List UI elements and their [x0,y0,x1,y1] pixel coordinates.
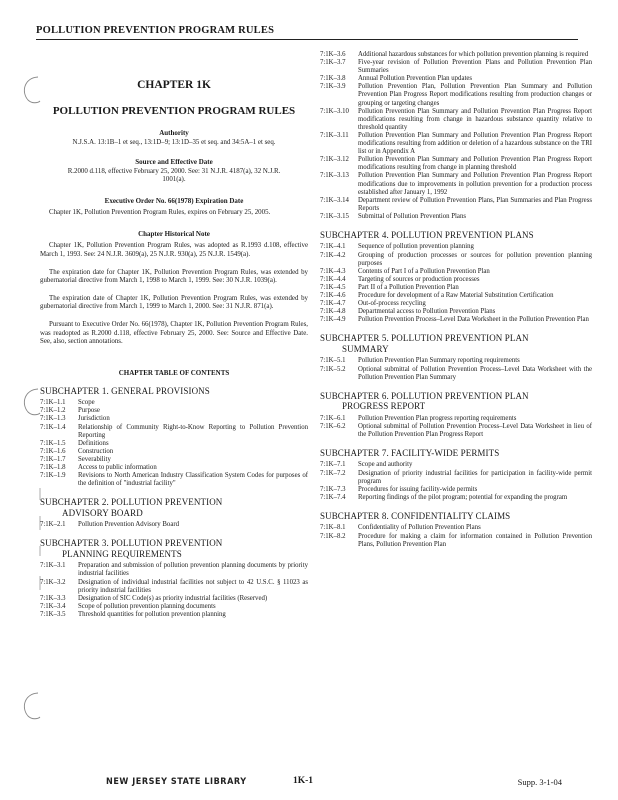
toc-entry[interactable]: 7:1K–1.1 Scope [40,399,95,407]
expiration-heading: Executive Order No. 66(1978) Expiration Date [104,196,244,205]
toc-entry[interactable]: 7:1K–1.6 Construction [40,447,114,455]
toc-entry[interactable]: 7:1K–3.8 Annual Pollution Prevention Plan updates [320,75,473,83]
toc-entry[interactable]: 7:1K–3.1 Preparation and submission of pollution prevention planning documents by priority industrial facilities [40,562,308,578]
toc-entry[interactable]: 7:1K–3.5 Threshold quantities for pollution prevention planning [40,610,226,618]
toc-entry[interactable]: 7:1K–1.2 Purpose [40,407,100,415]
subchapter-5-list [320,357,592,381]
page-number: 1K-1 [293,776,314,786]
toc-entry[interactable]: 7:1K–2.1 Pollution Prevention Advisory Board [40,521,180,529]
toc-entry[interactable]: 7:1K–7.3 Procedures for issuing facility-wide permits [320,485,478,493]
source-text: R.2000 d.118, effective February 25, 2000. See: 31 N.J.R. 4187(a), 32 N.J.R. 1001(a). [67,167,281,184]
toc-entry[interactable]: 7:1K–4.7 Out-of-process recycling [320,300,426,308]
toc-entry[interactable]: 7:1K–7.2 Designation of priority industrial facilities for participation in facility-wide permit program [320,469,592,485]
toc-entry[interactable]: 7:1K–3.11 Pollution Prevention Plan Summary and Pollution Prevention Plan Progress Report modifications resulting from addition or deletion of a hazardous substance on the TRI list or in Appendix A [320,131,592,156]
toc-entry[interactable]: 7:1K–3.7 Five-year revision of Pollution Prevention Plans and Pollution Prevention Plan Summaries [320,59,592,75]
subchapter-2-heading: SUBCHAPTER 2. POLLUTION PREVENTION ADVISORY BOARD [40,497,223,518]
library-stamp: NEW JERSEY STATE LIBRARY [106,777,247,787]
subchapter-8-heading: SUBCHAPTER 8. CONFIDENTIALITY CLAIMS [320,510,511,521]
toc-entry[interactable]: 7:1K–7.4 Reporting findings of the pilot program; potential for expanding the program [320,493,568,501]
history-paragraph: Pursuant to Executive Order No. 66(1978), Chapter 1K, Pollution Prevention Program Rules, was readopted as R.2000 d.118, effective February 25, 2000. See: Source and Effective Date. See, also, section annotations. [40,320,308,346]
subchapter-8-list [320,524,592,548]
toc-entry[interactable]: 7:1K–7.1 Scope and authority [320,461,413,469]
left-column [40,49,308,619]
toc-entry[interactable]: 7:1K–6.2 Optional submittal of Pollution Prevention Process–Level Data Worksheet in lieu of the Pollution Prevention Plan Progress Report [320,422,592,438]
history-paragraph: Chapter 1K, Pollution Prevention Program Rules, was adopted as R.1993 d.108, effective March 1, 1993. See: 24 N.J.R. 3609(a), 25 N.J.R. 930(a), 25 N.J.R. 1549(a). [40,242,308,258]
subchapter-4-heading: SUBCHAPTER 4. POLLUTION PREVENTION PLANS [320,229,534,240]
chapter-title: POLLUTION PREVENTION PROGRAM RULES [52,105,296,117]
toc-entry[interactable]: 7:1K–1.7 Severability [40,455,111,463]
right-column [320,49,592,549]
subchapter-1-list [40,399,308,488]
chapter-heading: CHAPTER 1K [137,79,211,91]
toc-entry[interactable]: 7:1K–3.12 Pollution Prevention Plan Summary and Pollution Prevention Plan Progress Report modifications resulting from change in planning threshold [320,156,592,172]
toc-entry[interactable]: 7:1K–8.2 Procedure for making a claim for information contained in Pollution Prevention Plans, Pollution Prevention Plan [320,532,592,548]
toc-entry[interactable]: 7:1K–3.3 Designation of SIC Code(s) as priority industrial facilities (Reserved) [40,594,268,602]
source-heading: Source and Effective Date [135,157,213,166]
toc-entry[interactable]: 7:1K–3.2 Designation of individual industrial facilities not subject to 42 U.S.C. § 11023 as priority industrial facilities [40,578,308,594]
toc-entry[interactable]: 7:1K–3.15 Submittal of Pollution Prevention Plans [320,212,466,220]
toc-entry[interactable]: 7:1K–3.14 Department review of Pollution Prevention Plans, Plan Summaries and Plan Progress Reports [320,196,592,212]
toc-entry[interactable]: 7:1K–4.3 Contents of Part I of a Pollution Prevention Plan [320,267,490,275]
subchapter-2-list [40,521,308,529]
authority-heading: Authority [159,129,189,137]
supplement-date: Supp. 3-1-04 [517,777,562,787]
toc-entry[interactable]: 7:1K–1.8 Access to public information [40,463,157,471]
toc-entry[interactable]: 7:1K–4.9 Pollution Prevention Process–Level Data Worksheet in the Pollution Prevention Plan [320,316,589,324]
history-paragraph: The expiration date of Chapter 1K, Pollution Prevention Program Rules, was extended by gubernatorial directive from March 1, 1999 to March 1, 2000. See: 31 N.J.R. 871(a). [40,294,308,311]
history-heading: Chapter Historical Note [138,230,210,239]
toc-entry[interactable]: 7:1K–6.1 Pollution Prevention Plan progress reporting requirements [320,414,517,422]
toc-entry[interactable]: 7:1K–3.4 Scope of pollution prevention planning documents [40,602,216,610]
toc-entry[interactable]: 7:1K–8.1 Confidentiality of Pollution Prevention Plans [320,524,481,532]
authority-text: N.J.S.A. 13:1B–1 et seq., 13:1D–9; 13:1D–35 et seq. and 34:5A–1 et seq. [72,139,276,146]
subchapter-6-list [320,415,592,439]
header-rule [36,39,578,40]
toc-entry[interactable]: 7:1K–4.6 Procedure for development of a Raw Material Substitution Certification [320,292,554,300]
history-paragraph: The expiration date for Chapter 1K, Pollution Prevention Program Rules, was extended by gubernatorial directive from March 1, 1998 to March 1, 1999. See: 30 N.J.R. 1039(a). [40,268,308,285]
subchapter-1-heading: SUBCHAPTER 1. GENERAL PROVISIONS [40,385,210,396]
toc-entry[interactable]: 7:1K–4.5 Part II of a Pollution Prevention Plan [320,283,459,291]
running-header: POLLUTION PREVENTION PROGRAM RULES [36,25,275,36]
subchapter-3-list-continued [320,51,592,221]
toc-entry[interactable]: 7:1K–3.9 Pollution Prevention Plan, Pollution Prevention Plan Summary and Pollution Prevention Plan Progress Report modifications resulting from production changes or grouping or targeting changes [320,83,592,107]
subchapter-3-list [40,562,308,619]
toc-entry[interactable]: 7:1K–5.1 Pollution Prevention Plan Summary reporting requirements [320,357,520,365]
subchapter-7-heading: SUBCHAPTER 7. FACILITY-WIDE PERMITS [320,447,500,458]
toc-entry[interactable]: 7:1K–3.13 Pollution Prevention Plan Summary and Pollution Prevention Plan Progress Report modifications due to improvements in pollution prevention for a production process established after January 1, 1992 [320,172,592,196]
toc-entry[interactable]: 7:1K–4.8 Departmental access to Pollution Prevention Plans [320,308,496,316]
binder-hole-mark-bottom [18,690,44,722]
toc-entry[interactable]: 7:1K–1.3 Jurisdiction [40,415,110,423]
subchapter-7-list [320,461,592,501]
expiration-text: Chapter 1K, Pollution Prevention Program Rules, expires on February 25, 2005. [49,208,271,216]
toc-entry[interactable]: 7:1K–4.1 Sequence of pollution prevention planning [320,243,474,251]
toc-entry[interactable]: 7:1K–4.2 Grouping of production processes or sources for pollution prevention planning purposes [320,251,592,267]
toc-entry[interactable]: 7:1K–1.9 Revisions to North American Industry Classification System Codes for purposes of the definition of "industrial facility" [40,472,308,488]
toc-entry[interactable]: 7:1K–1.4 Relationship of Community Right-to-Know Reporting to Pollution Prevention Reporting [40,423,308,439]
toc-heading: CHAPTER TABLE OF CONTENTS [118,368,230,377]
toc-entry[interactable]: 7:1K–3.6 Additional hazardous substances for which pollution prevention planning is required [320,51,589,58]
toc-entry[interactable]: 7:1K–4.4 Targeting of sources or production processes [320,275,480,283]
subchapter-6-heading: SUBCHAPTER 6. POLLUTION PREVENTION PLAN PROGRESS REPORT [320,390,529,412]
subchapter-5-heading: SUBCHAPTER 5. POLLUTION PREVENTION PLAN SUMMARY [320,333,529,354]
toc-entry[interactable]: 7:1K–3.10 Pollution Prevention Plan Summary and Pollution Prevention Plan Progress Report modifications resulting from change in hazardous substance quantity relative to threshold quantity [320,107,592,131]
subchapter-4-list [320,243,592,324]
toc-entry[interactable]: 7:1K–5.2 Optional submittal of Pollution Prevention Process–Level Data Worksheet with the Pollution Prevention Plan Summary [320,365,592,381]
subchapter-3-heading: SUBCHAPTER 3. POLLUTION PREVENTION PLANNING REQUIREMENTS [40,538,223,559]
toc-entry[interactable]: 7:1K–1.5 Definitions [40,439,109,447]
